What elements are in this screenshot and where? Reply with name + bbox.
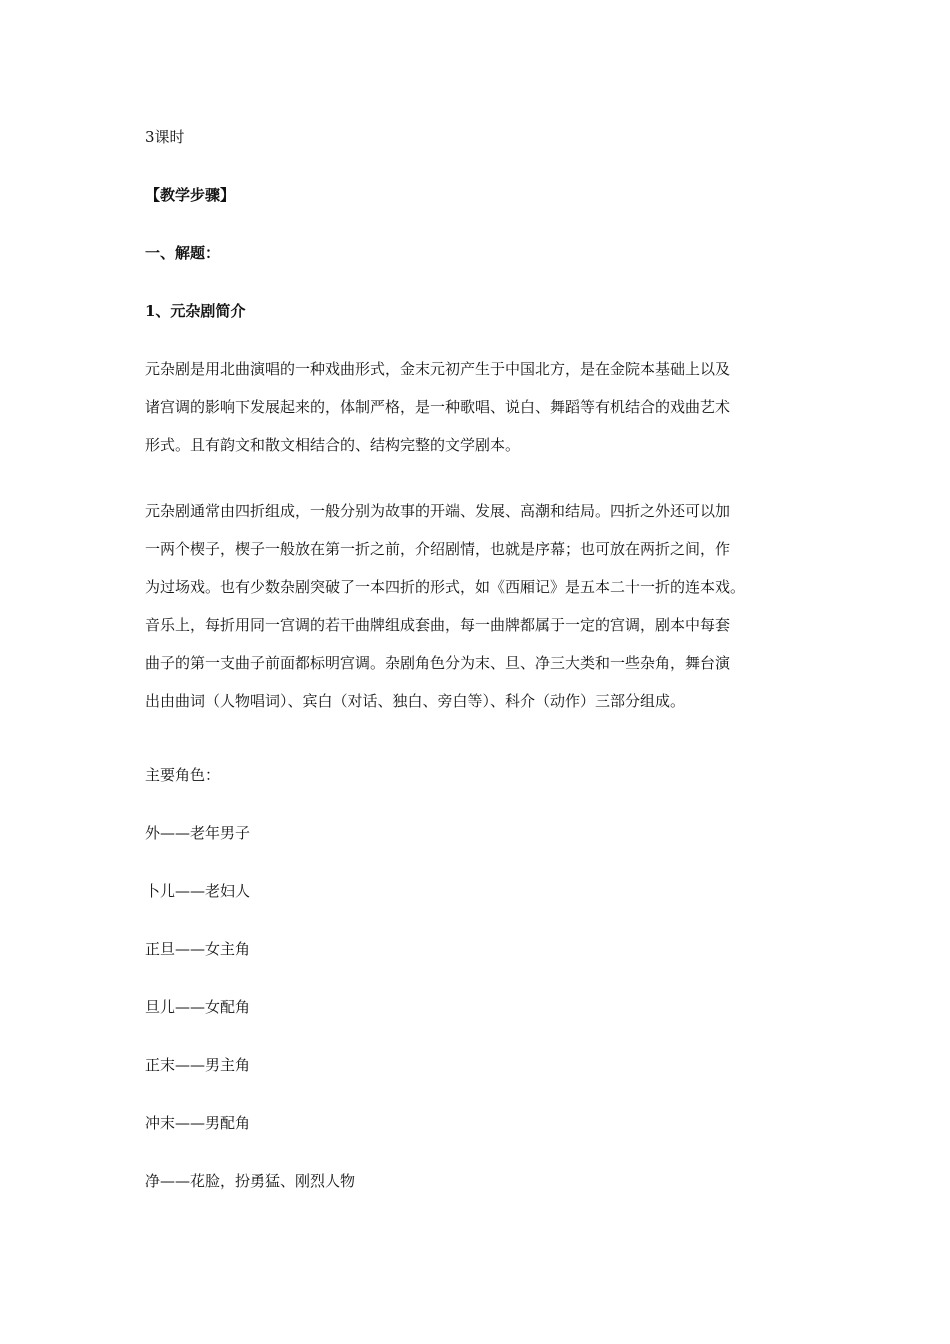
role-item: 净——花脸，扮勇猛、刚烈人物 — [145, 1172, 356, 1190]
paragraph-line: 形式。且有韵文和散文相结合的、结构完整的文学剧本。 — [145, 436, 521, 454]
role-item: 旦儿——女配角 — [145, 998, 251, 1016]
paragraph-line: 曲子的第一支曲子前面都标明宫调。杂剧角色分为末、旦、净三大类和一些杂角，舞台演 — [145, 654, 731, 672]
role-item: 正旦——女主角 — [145, 940, 251, 958]
paragraph-line: 音乐上，每折用同一宫调的若干曲牌组成套曲，每一曲牌都属于一定的宫调，剧本中每套 — [145, 616, 731, 634]
section-one-heading: 一、解题： — [145, 244, 221, 262]
role-item: 冲末——男配角 — [145, 1114, 251, 1132]
role-item: 正末——男主角 — [145, 1056, 251, 1074]
teaching-steps-heading: 【教学步骤】 — [145, 186, 236, 204]
subsection-one-heading: 1、元杂剧简介 — [145, 302, 246, 320]
paragraph-line: 元杂剧是用北曲演唱的一种戏曲形式，金末元初产生于中国北方，是在金院本基础上以及 — [145, 360, 731, 378]
lesson-hours: 3课时 — [145, 128, 185, 146]
role-item: 卜儿——老妇人 — [145, 882, 251, 900]
paragraph-line: 一两个楔子，楔子一般放在第一折之前，介绍剧情，也就是序幕；也可放在两折之间，作 — [145, 540, 731, 558]
paragraph-intro — [145, 359, 805, 473]
paragraph-line: 元杂剧通常由四折组成，一般分别为故事的开端、发展、高潮和结局。四折之外还可以加 — [145, 502, 731, 520]
paragraph-structure — [145, 501, 805, 729]
main-roles-label: 主要角色： — [145, 766, 221, 784]
role-item: 外——老年男子 — [145, 824, 251, 842]
paragraph-line: 为过场戏。也有少数杂剧突破了一本四折的形式，如《西厢记》是五本二十一折的连本戏。 — [145, 578, 746, 596]
paragraph-line: 出由曲词（人物唱词）、宾白（对话、独白、旁白等）、科介（动作）三部分组成。 — [145, 692, 686, 710]
paragraph-line: 诸宫调的影响下发展起来的，体制严格，是一种歌唱、说白、舞蹈等有机结合的戏曲艺术 — [145, 398, 731, 416]
